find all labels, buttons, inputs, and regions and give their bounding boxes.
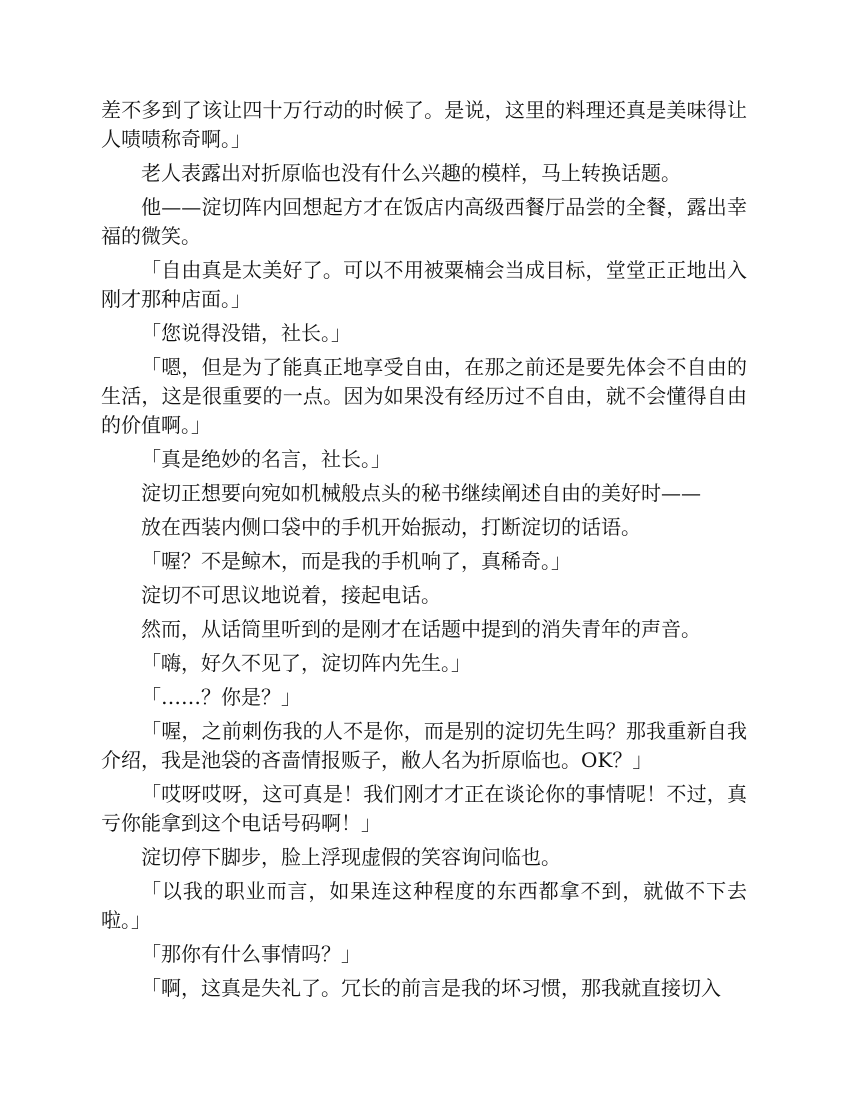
paragraph: 「哎呀哎呀，这可真是！我们刚才才正在谈论你的事情呢！不过，真亏你能拿到这个电话号码啊！」 bbox=[101, 782, 747, 835]
paragraph: 他——淀切阵内回想起方才在饭店内高级西餐厅品尝的全餐，露出幸福的微笑。 bbox=[101, 195, 747, 248]
paragraph: 淀切不可思议地说着，接起电话。 bbox=[141, 583, 441, 607]
paragraph: 「真是绝妙的名言，社长。」 bbox=[141, 447, 391, 471]
paragraph: 「嗨，好久不见了，淀切阵内先生。」 bbox=[141, 651, 471, 675]
paragraph: 差不多到了该让四十万行动的时候了。是说，这里的料理还真是美味得让人啧啧称奇啊。」 bbox=[101, 98, 747, 151]
paragraph: 「以我的职业而言，如果连这种程度的东西都拿不到，就做不下去啦。」 bbox=[101, 879, 747, 932]
paragraph: 「自由真是太美好了。可以不用被粟楠会当成目标，堂堂正正地出入刚才那种店面。」 bbox=[101, 258, 747, 311]
paragraph: 淀切正想要向宛如机械般点头的秘书继续阐述自由的美好时—— bbox=[141, 481, 701, 505]
paragraph: 「喔，之前刺伤我的人不是你，而是别的淀切先生吗？那我重新自我介绍，我是池袋的吝啬情报贩子，敝人名为折原临也。OK？」 bbox=[101, 719, 747, 772]
paragraph: 「喔？不是鲸木，而是我的手机响了，真稀奇。」 bbox=[141, 549, 571, 573]
paragraph: 「啊，这真是失礼了。冗长的前言是我的坏习惯，那我就直接切入 bbox=[141, 976, 721, 1000]
body-text bbox=[101, 96, 747, 1008]
paragraph: 放在西装内侧口袋中的手机开始振动，打断淀切的话语。 bbox=[141, 515, 641, 539]
paragraph: 老人表露出对折原临也没有什么兴趣的模样，马上转换话题。 bbox=[141, 161, 681, 185]
paragraph: 「您说得没错，社长。」 bbox=[141, 321, 351, 345]
paragraph: 「……？你是？」 bbox=[141, 685, 301, 709]
paragraph: 淀切停下脚步，脸上浮现虚假的笑容询问临也。 bbox=[141, 845, 561, 869]
paragraph: 然而，从话筒里听到的是刚才在话题中提到的消失青年的声音。 bbox=[141, 617, 701, 641]
paragraph: 「那你有什么事情吗？」 bbox=[141, 942, 361, 966]
paragraph: 「嗯，但是为了能真正地享受自由，在那之前还是要先体会不自由的生活，这是很重要的一点。因为如果没有经历过不自由，就不会懂得自由的价值啊。」 bbox=[101, 355, 747, 437]
